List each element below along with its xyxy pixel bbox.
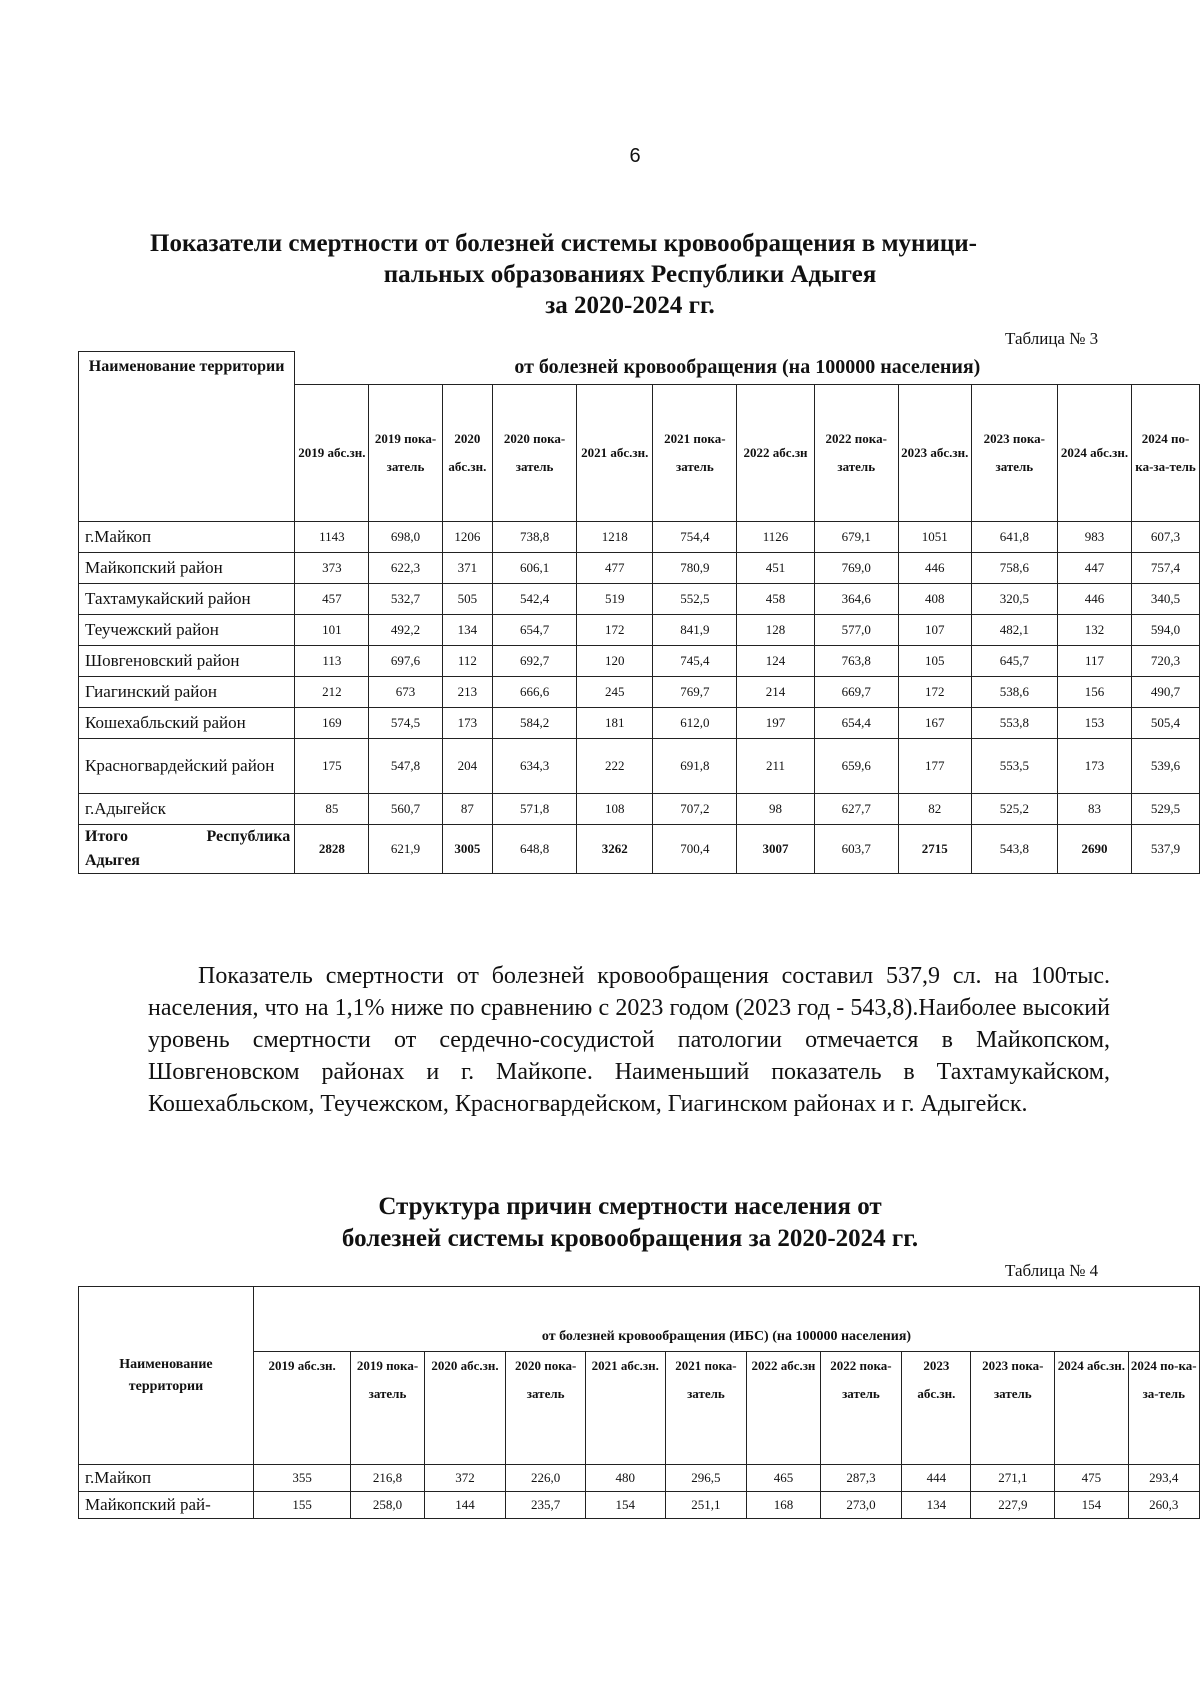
cell-value: 612,0 [653, 707, 737, 738]
row-name: Гиагинский район [79, 676, 295, 707]
total-value: 603,7 [814, 824, 898, 873]
cell-value: 132 [1057, 614, 1131, 645]
name-header: Наименование территории [79, 1287, 254, 1465]
cell-value: 480 [585, 1465, 665, 1492]
cell-value: 553,5 [971, 738, 1057, 793]
cell-value: 320,5 [971, 583, 1057, 614]
cell-value: 519 [577, 583, 653, 614]
cell-value: 692,7 [493, 645, 577, 676]
cell-value: 340,5 [1132, 583, 1200, 614]
cell-value: 1143 [295, 521, 369, 552]
cell-value: 107 [898, 614, 971, 645]
cell-value: 212 [295, 676, 369, 707]
cell-value: 525,2 [971, 793, 1057, 824]
cell-value: 296,5 [665, 1465, 747, 1492]
cell-value: 538,6 [971, 676, 1057, 707]
total-name-a: Итого [85, 827, 128, 845]
cell-value: 235,7 [506, 1492, 586, 1519]
header-row [79, 352, 1200, 385]
cell-value: 669,7 [814, 676, 898, 707]
cell-value: 245 [577, 676, 653, 707]
row-name: Кошехабльский район [79, 707, 295, 738]
total-value: 3262 [577, 824, 653, 873]
cell-value: 112 [442, 645, 493, 676]
cell-value: 490,7 [1132, 676, 1200, 707]
column-header: 2023 абс.зн. [898, 384, 971, 521]
cell-value: 446 [1057, 583, 1131, 614]
table-row [79, 738, 1200, 793]
cell-value: 475 [1055, 1465, 1128, 1492]
cell-value: 251,1 [665, 1492, 747, 1519]
cell-value: 372 [424, 1465, 506, 1492]
column-header: 2022 абс.зн [747, 1352, 820, 1465]
total-value: 2828 [295, 824, 369, 873]
cell-value: 108 [577, 793, 653, 824]
cell-value: 697,6 [369, 645, 442, 676]
column-header: 2024 по-ка-за-тель [1128, 1352, 1199, 1465]
header-row [79, 1287, 1200, 1352]
table-row [79, 645, 1200, 676]
column-header: 2019 абс.зн. [295, 384, 369, 521]
cell-value: 373 [295, 552, 369, 583]
cell-value: 584,2 [493, 707, 577, 738]
cell-value: 477 [577, 552, 653, 583]
total-value: 621,9 [369, 824, 442, 873]
cell-value: 552,5 [653, 583, 737, 614]
cell-value: 560,7 [369, 793, 442, 824]
table-row [79, 521, 1200, 552]
column-header: 2022 абс.зн [737, 384, 814, 521]
cell-value: 446 [898, 552, 971, 583]
cell-value: 167 [898, 707, 971, 738]
cell-value: 622,3 [369, 552, 442, 583]
cell-value: 156 [1057, 676, 1131, 707]
cell-value: 226,0 [506, 1465, 586, 1492]
total-value: 648,8 [493, 824, 577, 873]
column-header: 2021 абс.зн. [577, 384, 653, 521]
column-header: 2019 пока-затель [351, 1352, 424, 1465]
column-header: 2023 абс.зн. [902, 1352, 971, 1465]
total-value: 2715 [898, 824, 971, 873]
cell-value: 355 [253, 1465, 350, 1492]
cell-value: 769,7 [653, 676, 737, 707]
cell-value: 222 [577, 738, 653, 793]
cell-value: 271,1 [971, 1465, 1055, 1492]
table-row [79, 614, 1200, 645]
total-value: 3005 [442, 824, 493, 873]
column-header: 2024 абс.зн. [1057, 384, 1131, 521]
column-header: 2023 пока-затель [971, 1352, 1055, 1465]
cell-value: 757,4 [1132, 552, 1200, 583]
cell-value: 673 [369, 676, 442, 707]
column-header: 2023 пока-затель [971, 384, 1057, 521]
cell-value: 769,0 [814, 552, 898, 583]
column-header: 2021 абс.зн. [585, 1352, 665, 1465]
cell-value: 105 [898, 645, 971, 676]
group-header: от болезней кровообращения (на 100000 населения) [295, 352, 1200, 385]
cell-value: 258,0 [351, 1492, 424, 1519]
table3 [78, 351, 1200, 874]
cell-value: 1126 [737, 521, 814, 552]
cell-value: 482,1 [971, 614, 1057, 645]
cell-value: 542,4 [493, 583, 577, 614]
cell-value: 177 [898, 738, 971, 793]
cell-value: 204 [442, 738, 493, 793]
column-header: 2020 абс.зн. [424, 1352, 506, 1465]
cell-value: 169 [295, 707, 369, 738]
cell-value: 134 [442, 614, 493, 645]
title-line3: за 2020-2024 гг. [545, 292, 715, 319]
cell-value: 679,1 [814, 521, 898, 552]
cell-value: 547,8 [369, 738, 442, 793]
cell-value: 553,8 [971, 707, 1057, 738]
row-name: г.Майкоп [79, 1465, 254, 1492]
cell-value: 539,6 [1132, 738, 1200, 793]
total-value: 700,4 [653, 824, 737, 873]
cell-value: 173 [1057, 738, 1131, 793]
cell-value: 707,2 [653, 793, 737, 824]
table-row [79, 552, 1200, 583]
row-name: Тахтамукайский район [79, 583, 295, 614]
cell-value: 211 [737, 738, 814, 793]
cell-value: 85 [295, 793, 369, 824]
row-name: Красногвардейский район [79, 738, 295, 793]
cell-value: 173 [442, 707, 493, 738]
cell-value: 451 [737, 552, 814, 583]
cell-value: 181 [577, 707, 653, 738]
cell-value: 458 [737, 583, 814, 614]
column-header: 2019 абс.зн. [253, 1352, 350, 1465]
column-header: 2020 абс.зн. [442, 384, 493, 521]
cell-value: 606,1 [493, 552, 577, 583]
column-header: 2024 по-ка-за-тель [1132, 384, 1200, 521]
cell-value: 144 [424, 1492, 506, 1519]
column-header: 2020 пока-затель [506, 1352, 586, 1465]
cell-value: 293,4 [1128, 1465, 1199, 1492]
total-name-c: Адыгея [85, 851, 140, 869]
column-header: 2021 пока-затель [665, 1352, 747, 1465]
name-header: Наименование территории [79, 352, 295, 522]
cell-value: 641,8 [971, 521, 1057, 552]
title-table3 [150, 228, 1110, 321]
cell-value: 117 [1057, 645, 1131, 676]
group-header: от болезней кровообращения (ИБС) (на 100000 населения) [253, 1287, 1199, 1352]
cell-value: 780,9 [653, 552, 737, 583]
cell-value: 720,3 [1132, 645, 1200, 676]
cell-value: 505 [442, 583, 493, 614]
cell-value: 120 [577, 645, 653, 676]
title2-line2: болезней системы кровообращения за 2020-2024 гг. [341, 1225, 919, 1252]
table3-label: Таблица № 3 [1005, 329, 1099, 348]
cell-value: 745,4 [653, 645, 737, 676]
cell-value: 841,9 [653, 614, 737, 645]
cell-value: 1206 [442, 521, 493, 552]
cell-value: 124 [737, 645, 814, 676]
cell-value: 627,7 [814, 793, 898, 824]
cell-value: 197 [737, 707, 814, 738]
cell-value: 1051 [898, 521, 971, 552]
title-table4 [220, 1191, 1040, 1255]
title-line2: пальных образованиях Республики Адыгея [383, 261, 877, 288]
cell-value: 214 [737, 676, 814, 707]
cell-value: 505,4 [1132, 707, 1200, 738]
cell-value: 273,0 [820, 1492, 902, 1519]
cell-value: 691,8 [653, 738, 737, 793]
cell-value: 594,0 [1132, 614, 1200, 645]
cell-value: 738,8 [493, 521, 577, 552]
total-value: 2690 [1057, 824, 1131, 873]
cell-value: 447 [1057, 552, 1131, 583]
cell-value: 155 [253, 1492, 350, 1519]
column-header: 2022 пока-затель [814, 384, 898, 521]
total-name-line1 [85, 825, 292, 849]
cell-value: 574,5 [369, 707, 442, 738]
cell-value: 634,3 [493, 738, 577, 793]
column-header: 2022 пока-затель [820, 1352, 902, 1465]
cell-value: 408 [898, 583, 971, 614]
column-header: 2021 пока-затель [653, 384, 737, 521]
total-value: 543,8 [971, 824, 1057, 873]
title-line1: Показатели смертности от болезней системы кровообращения в муници- [150, 230, 978, 257]
cell-value: 983 [1057, 521, 1131, 552]
cell-value: 134 [902, 1492, 971, 1519]
cell-value: 659,6 [814, 738, 898, 793]
cell-value: 371 [442, 552, 493, 583]
column-header: 2024 абс.зн. [1055, 1352, 1128, 1465]
row-name: Майкопский район [79, 552, 295, 583]
cell-value: 364,6 [814, 583, 898, 614]
table-row [79, 676, 1200, 707]
table-row [79, 583, 1200, 614]
cell-value: 216,8 [351, 1465, 424, 1492]
cell-value: 175 [295, 738, 369, 793]
cell-value: 763,8 [814, 645, 898, 676]
cell-value: 98 [737, 793, 814, 824]
cell-value: 113 [295, 645, 369, 676]
cell-value: 287,3 [820, 1465, 902, 1492]
page-number: 6 [629, 145, 641, 167]
cell-value: 607,3 [1132, 521, 1200, 552]
cell-value: 529,5 [1132, 793, 1200, 824]
cell-value: 128 [737, 614, 814, 645]
cell-value: 172 [898, 676, 971, 707]
cell-value: 154 [585, 1492, 665, 1519]
cell-value: 457 [295, 583, 369, 614]
table-row [79, 1492, 1200, 1519]
table-row [79, 793, 1200, 824]
table-row [79, 1465, 1200, 1492]
column-header: 2019 пока-затель [369, 384, 442, 521]
row-name: Шовгеновский район [79, 645, 295, 676]
cell-value: 758,6 [971, 552, 1057, 583]
cell-value: 577,0 [814, 614, 898, 645]
table-row [79, 707, 1200, 738]
cell-value: 82 [898, 793, 971, 824]
summary-text: Показатель смертности от болезней кровообращения составил 537,9 сл. на 100тыс. населения, что на 1,1% ниже по сравнению с 2023 годом (2023 год - 543,8).Наиболее высокий уровень смертности от сердечно-сосудистой патологии отмечается в Майкопском, Шовгеновском районах и г. Майкопе. Наименьший показатель в Тахтамукайском, Кошехабльском, Теучежском, Красногвардейском, Гиагинском районах и г. Адыгейск. [148, 963, 1110, 1117]
cell-value: 87 [442, 793, 493, 824]
cell-value: 666,6 [493, 676, 577, 707]
table4 [78, 1286, 1200, 1519]
cell-value: 492,2 [369, 614, 442, 645]
total-name [79, 824, 295, 873]
cell-value: 172 [577, 614, 653, 645]
column-header: 2020 пока-затель [493, 384, 577, 521]
row-name: Майкопский рай- [79, 1492, 254, 1519]
total-name-b: Республика [206, 827, 291, 845]
cell-value: 532,7 [369, 583, 442, 614]
cell-value: 213 [442, 676, 493, 707]
cell-value: 168 [747, 1492, 820, 1519]
cell-value: 227,9 [971, 1492, 1055, 1519]
row-name: г.Майкоп [79, 521, 295, 552]
row-name: Теучежский район [79, 614, 295, 645]
cell-value: 698,0 [369, 521, 442, 552]
cell-value: 654,4 [814, 707, 898, 738]
cell-value: 83 [1057, 793, 1131, 824]
total-row [79, 824, 1200, 873]
cell-value: 1218 [577, 521, 653, 552]
cell-value: 654,7 [493, 614, 577, 645]
cell-value: 465 [747, 1465, 820, 1492]
total-value: 537,9 [1132, 824, 1200, 873]
cell-value: 754,4 [653, 521, 737, 552]
table4-body [79, 1287, 1200, 1519]
row-name: г.Адыгейск [79, 793, 295, 824]
table4-label: Таблица № 4 [1005, 1261, 1099, 1280]
cell-value: 101 [295, 614, 369, 645]
cell-value: 154 [1055, 1492, 1128, 1519]
cell-value: 153 [1057, 707, 1131, 738]
table3-body [79, 352, 1200, 874]
cell-value: 645,7 [971, 645, 1057, 676]
cell-value: 444 [902, 1465, 971, 1492]
cell-value: 571,8 [493, 793, 577, 824]
cell-value: 260,3 [1128, 1492, 1199, 1519]
summary-paragraph [148, 960, 1110, 1120]
title2-line1: Структура причин смертности населения от [378, 1193, 882, 1220]
total-value: 3007 [737, 824, 814, 873]
